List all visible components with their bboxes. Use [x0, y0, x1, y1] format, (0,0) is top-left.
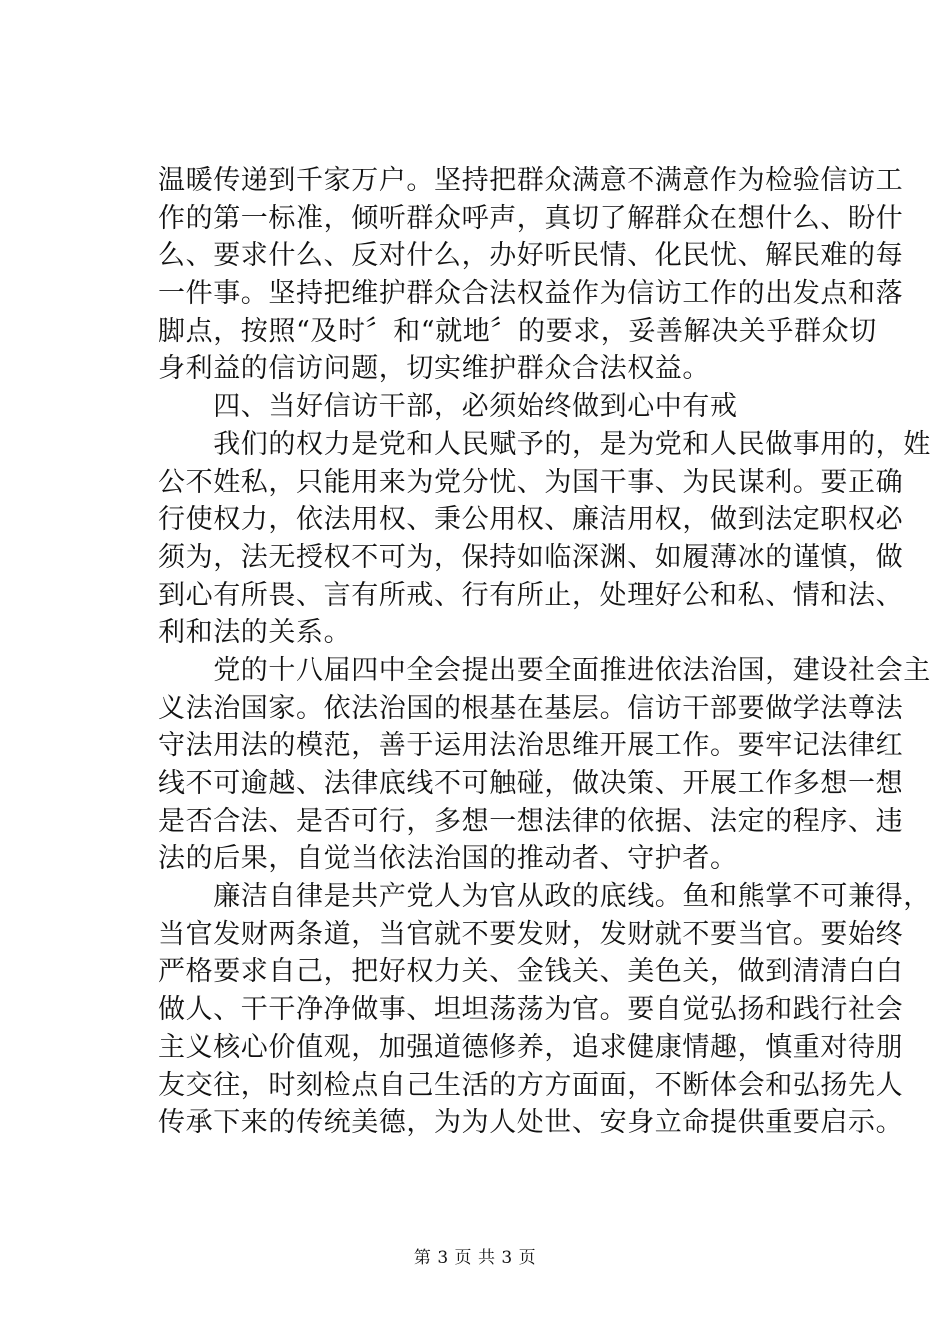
text-line: 严格要求自己，把好权力关、金钱关、美色关，做到清清白白: [158, 956, 904, 988]
page-number-footer: 第 3 页 共 3 页: [413, 1248, 537, 1268]
text-line: 我们的权力是党和人民赋予的，是为党和人民做事用的，姓: [158, 428, 931, 460]
text-line: 友交往，时刻检点自己生活的方方面面，不断体会和弘扬先人: [158, 1069, 904, 1101]
text-line: 公不姓私，只能用来为党分忧、为国干事、为民谋利。要正确: [158, 466, 904, 498]
text-line: 线不可逾越、法律底线不可触碰，做决策、开展工作多想一想: [158, 768, 904, 799]
text-line: 党的十八届四中全会提出要全面推进依法治国，建设社会主: [158, 654, 931, 686]
text-line: 行使权力，依法用权、秉公用权、廉洁用权，做到法定职权必: [158, 504, 904, 536]
text-line: 传承下来的传统美德，为为人处世、安身立命提供重要启示。: [158, 1107, 904, 1139]
text-line: 利和法的关系。: [158, 617, 352, 649]
text-line: 义法治国家。依法治国的根基在基层。信访干部要做学法尊法: [158, 692, 904, 724]
section-heading: 四、当好信访干部，必须始终做到心中有戒: [158, 391, 738, 423]
text-line: 廉洁自律是共产党人为官从政的底线。鱼和熊掌不可兼得，: [158, 881, 931, 913]
document-body: [158, 162, 931, 1142]
text-line: 温暖传递到千家万户。坚持把群众满意不满意作为检验信访工: [158, 165, 904, 196]
text-line: 是否合法、是否可行，多想一想法律的依据、法定的程序、违: [158, 805, 904, 837]
text-line: 作的第一标准，倾听群众呼声，真切了解群众在想什么、盼什: [158, 202, 904, 234]
text-line: 到心有所畏、言有所戒、行有所止，处理好公和私、情和法、: [158, 579, 904, 611]
text-line: 么、要求什么、反对什么，办好听民情、化民忧、解民难的每: [158, 240, 904, 272]
text-line: 法的后果，自觉当依法治国的推动者、守护者。: [158, 843, 738, 875]
text-line: 守法用法的模范，善于运用法治思维开展工作。要牢记法律红: [158, 730, 904, 762]
text-line: 须为，法无授权不可为，保持如临深渊、如履薄冰的谨慎，做: [158, 541, 904, 573]
text-line: 主义核心价值观，加强道德修养，追求健康情趣，慎重对待朋: [158, 1031, 904, 1063]
text-line: 一件事。坚持把维护群众合法权益作为信访工作的出发点和落: [158, 278, 904, 310]
text-line: 当官发财两条道，当官就不要发财，发财就不要当官。要始终: [158, 918, 904, 950]
text-line: 做人、干干净净做事、坦坦荡荡为官。要自觉弘扬和践行社会: [158, 994, 904, 1026]
text-line: 身利益的信访问题，切实维护群众合法权益。: [158, 353, 710, 385]
text-line: 脚点，按照“及时〞和“就地〞的要求，妥善解决关乎群众切: [158, 315, 877, 347]
